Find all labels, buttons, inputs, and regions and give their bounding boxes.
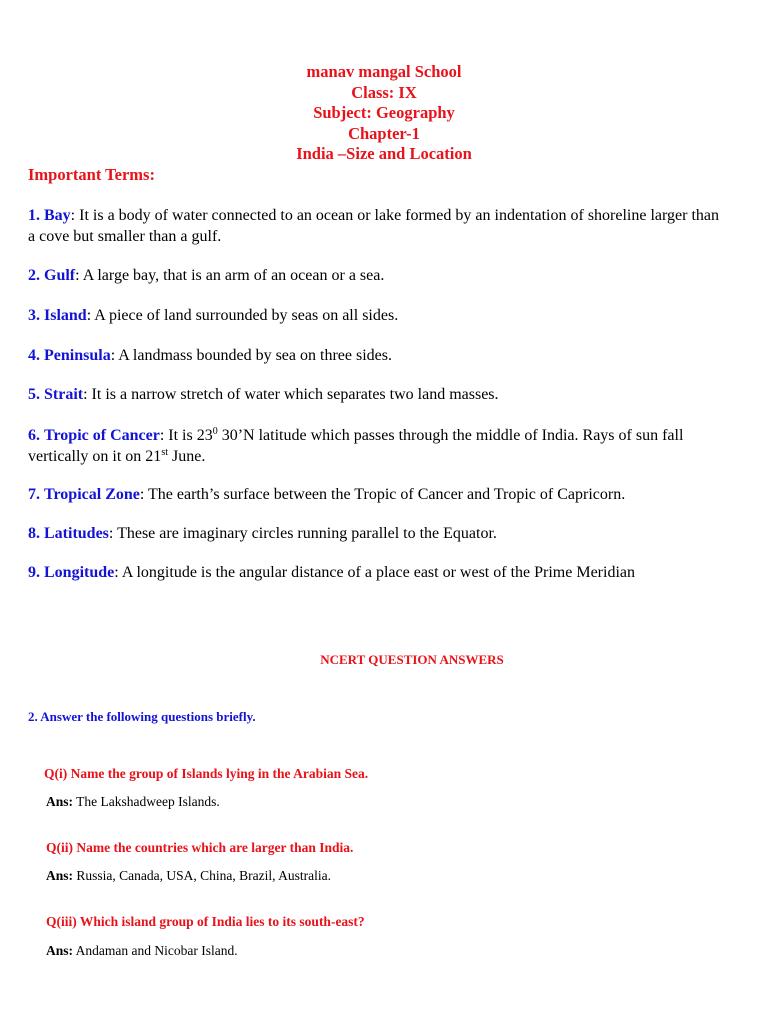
term-item — [28, 346, 728, 367]
answer-text: The Lakshadweep Islands. — [73, 794, 220, 809]
term-number: 5. — [28, 386, 40, 403]
answer-label: Ans: — [46, 794, 74, 809]
term-item — [28, 385, 728, 406]
term-number: 6. — [28, 427, 40, 444]
ordinal-superscript: st — [161, 446, 168, 458]
answer-label: Ans: — [46, 943, 74, 958]
question: Q(iii) Which island group of India lies to its south-east? — [46, 914, 365, 929]
term-definition: : A large bay, that is an arm of an ocean or a sea. — [75, 267, 385, 284]
term-item — [28, 485, 728, 506]
term-number: 1. — [28, 207, 40, 224]
answer-label: Ans: — [46, 868, 74, 883]
school-name: manav mangal School — [306, 62, 462, 81]
term-item — [28, 563, 728, 584]
term-number: 2. — [28, 267, 40, 284]
term-definition: : The earth’s surface between the Tropic of Cancer and Tropic of Capricorn. — [139, 486, 626, 503]
ncert-heading: NCERT QUESTION ANSWERS — [320, 652, 504, 667]
term-definition: : A longitude is the angular distance of a place east or west of the Prime Meridian — [114, 564, 635, 581]
subject-line: Subject: Geography — [313, 103, 455, 122]
topic-line: India –Size and Location — [296, 144, 472, 163]
degree-superscript: 0 — [212, 426, 218, 437]
answer — [46, 794, 220, 810]
term-number: 7. — [28, 486, 40, 503]
term-definition: : These are imaginary circles running parallel to the Equator. — [108, 525, 497, 542]
term-item — [28, 524, 728, 545]
term-name: Gulf — [44, 267, 76, 284]
answer — [46, 943, 238, 959]
term-number: 3. — [28, 307, 40, 324]
term-definition-part: : It is 23 — [159, 427, 213, 444]
term-name: Tropic of Cancer — [44, 427, 160, 444]
chapter-line: Chapter-1 — [348, 124, 420, 143]
term-name: Latitudes — [44, 525, 109, 542]
term-name: Bay — [44, 207, 71, 224]
term-item — [28, 426, 728, 467]
term-definition: : It is a narrow stretch of water which separates two land masses. — [83, 386, 499, 403]
class-line: Class: IX — [351, 83, 417, 102]
term-name: Tropical Zone — [44, 486, 140, 503]
section-heading: 2. Answer the following questions briefly. — [28, 709, 256, 724]
term-item — [28, 206, 728, 247]
term-name: Longitude — [44, 564, 115, 581]
term-name: Island — [44, 307, 87, 324]
term-number: 9. — [28, 564, 40, 581]
term-definition: : A piece of land surrounded by seas on all sides. — [86, 307, 399, 324]
important-terms-heading: Important Terms: — [28, 165, 155, 184]
term-name: Peninsula — [44, 347, 111, 364]
answer-text: Russia, Canada, USA, China, Brazil, Australia. — [73, 868, 331, 883]
term-number: 4. — [28, 347, 40, 364]
term-item — [28, 266, 728, 287]
question: Q(ii) Name the countries which are larger than India. — [46, 840, 354, 855]
term-definition-part: June. — [167, 447, 206, 465]
term-definition-part: 30’N latitude which passes through the middle of India. Rays of sun fall vertically on it on 21 — [28, 427, 684, 465]
term-definition: : A landmass bounded by sea on three sides. — [110, 347, 392, 364]
term-name: Strait — [44, 386, 84, 403]
question: Q(i) Name the group of Islands lying in the Arabian Sea. — [44, 766, 369, 781]
term-number: 8. — [28, 525, 40, 542]
answer-text: Andaman and Nicobar Island. — [73, 943, 238, 958]
answer — [46, 868, 331, 884]
term-item — [28, 306, 728, 327]
term-definition: : It is a body of water connected to an ocean or lake formed by an indentation of shoreline larger than a cove but smaller than a gulf. — [28, 207, 720, 245]
